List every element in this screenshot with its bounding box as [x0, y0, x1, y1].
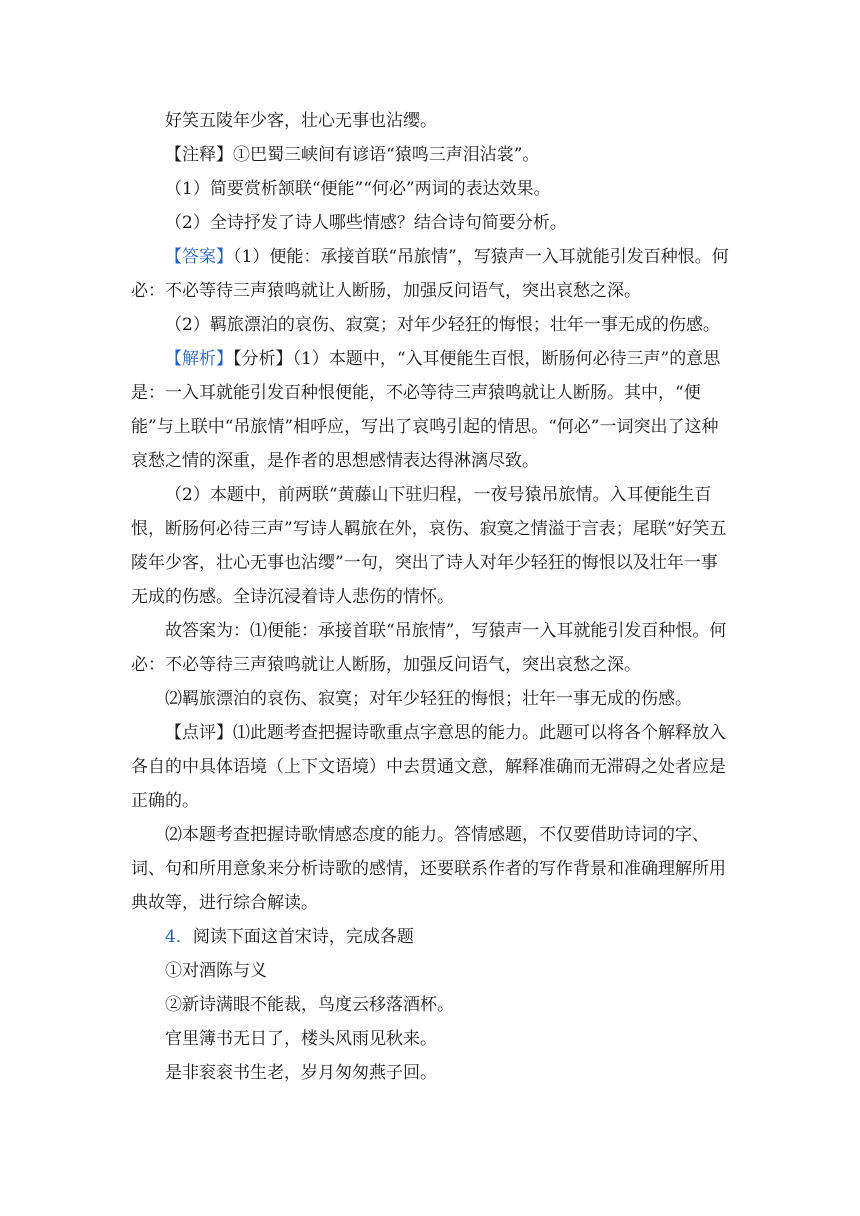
poem-title: ①对酒陈与义: [165, 961, 267, 981]
final-answer-2: ⑵羁旅漂泊的哀伤、寂寞；对年少轻狂的悔恨；壮年一事无成的伤感。: [165, 689, 692, 709]
question-4-text: 阅读下面这首宋诗，完成各题: [192, 927, 414, 947]
final-answer-1: 故答案为：⑴便能：承接首联“吊旅情”，写猿声一入耳就能引发百种恨。何必：不必等待三声猿鸣就让人断肠，加强反问语气，突出哀愁之深。: [131, 621, 727, 675]
poem-last-line: 好笑五陵年少客，壮心无事也沾缨。: [165, 111, 437, 131]
comment-2: ⑵本题考查把握诗歌情感态度的能力。答情感题，不仅要借助诗词的字、词、句和所用意象来分析诗歌的感情，还要联系作者的写作背景和准确理解所用典故等，进行综合解读。: [131, 825, 726, 913]
answer-2: （2）羁旅漂泊的哀伤、寂寞；对年少轻狂的悔恨；壮年一事无成的伤感。: [165, 315, 720, 335]
question-2: （2）全诗抒发了诗人哪些情感？结合诗句简要分析。: [165, 213, 567, 233]
annotation: [131, 138, 731, 172]
comment-1: 【点评】⑴此题考查把握诗歌重点字意思的能力。此题可以将各个解释放入各自的中具体语境（上下文语境）中去贯通文意，解释准确而无滞碍之处者应是正确的。: [131, 723, 726, 811]
question-1: （1）简要赏析颔联“便能”“何必”两词的表达效果。: [165, 179, 551, 199]
analysis-2: （2）本题中，前两联“黄藤山下驻归程，一夜号猿吊旅情。入耳便能生百恨，断肠何必待三声”写诗人羁旅在外，哀伤、寂寞之情溢于言表；尾联“好笑五陵年少客，壮心无事也沾缨”一句，突出了诗人对年少轻狂的悔恨以及壮年一事无成的伤感。全诗沉浸着诗人悲伤的情怀。: [131, 485, 727, 607]
annotation-tag: 【注释】: [165, 145, 233, 165]
analysis-1: [131, 342, 731, 478]
poem-line-1: ②新诗满眼不能裁，鸟度云移落酒杯。: [165, 995, 454, 1015]
poem-line-2: 官里簿书无日了，楼头风雨见秋来。: [165, 1029, 437, 1049]
answer-1: [131, 240, 731, 308]
question-4: [131, 920, 731, 954]
answer-tag: 【答案】: [165, 247, 233, 267]
annotation-text: ①巴蜀三峡间有谚语“猿鸣三声泪沾裳”。: [233, 145, 540, 165]
analysis-1-text: 【分析】（1）本题中，“入耳便能生百恨，断肠何必待三声”的意思是：一入耳就能引发百种恨便能，不必等待三声猿鸣就让人断肠。其中，“便能”与上联中“吊旅情”相呼应，写出了哀鸣引起的情思。“何必”一词突出了这种哀愁之情的深重，是作者的思想感情表达得淋漓尽致。: [131, 349, 721, 471]
analysis-tag: 【解析】: [165, 349, 233, 369]
poem-line-3: 是非衮衮书生老，岁月匆匆燕子回。: [165, 1063, 437, 1083]
answer-1-text: （1）便能：承接首联“吊旅情”，写猿声一入耳就能引发百种恨。何必：不必等待三声猿鸣就让人断肠，加强反问语气，突出哀愁之深。: [131, 247, 729, 301]
question-4-number: 4．: [165, 927, 193, 947]
